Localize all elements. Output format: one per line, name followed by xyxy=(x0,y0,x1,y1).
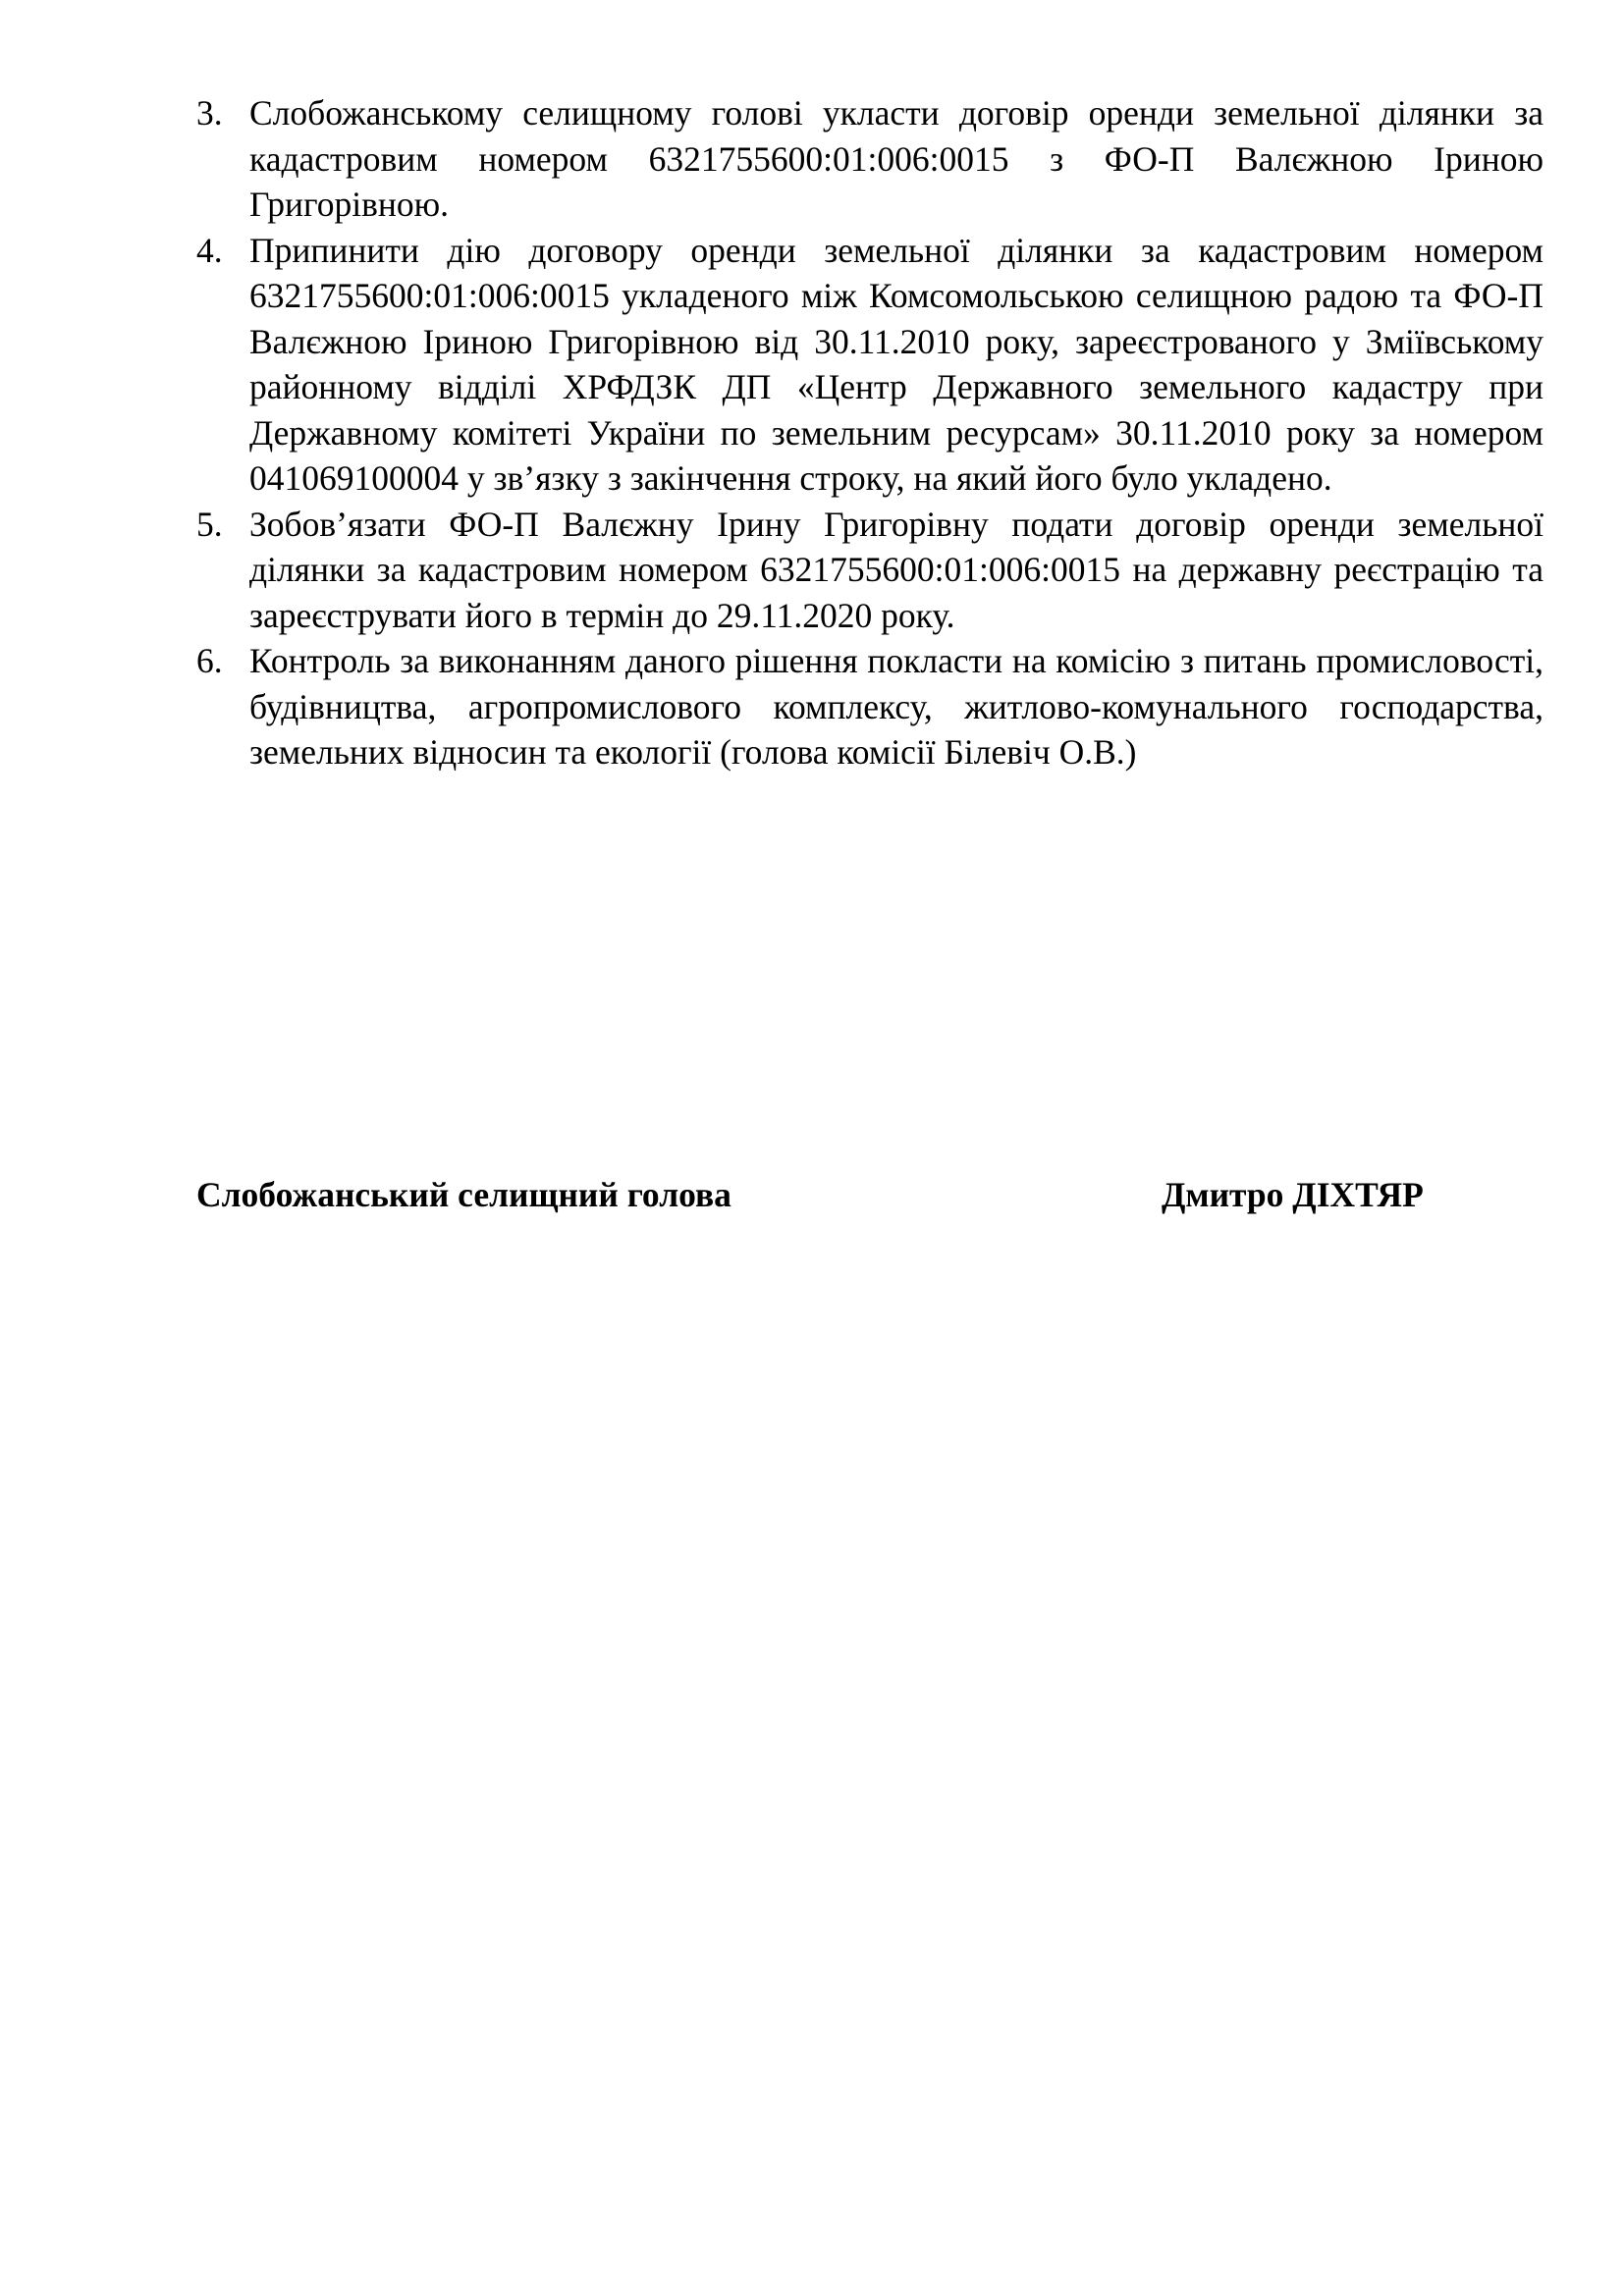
decision-item-3 xyxy=(196,90,1543,228)
item-number: 4. xyxy=(196,230,223,270)
decision-item-6 xyxy=(196,638,1543,775)
item-number: 3. xyxy=(196,93,223,133)
signer-title: Слобожанський селищний голова xyxy=(196,1175,731,1214)
decision-item-4 xyxy=(196,228,1543,502)
decision-list xyxy=(196,90,1543,775)
item-text: Зобов’язати ФО-П Валєжну Ірину Григорівну подати договір оренди земельної ділянки за кадастровим номером 6321755600:01:006:0015 на державну реєстрацію та зареєструвати його в термін до 29.11.2020 року. xyxy=(249,504,1543,635)
item-number: 5. xyxy=(196,504,223,544)
decision-item-5 xyxy=(196,502,1543,639)
signature-block xyxy=(196,1172,1543,1221)
item-text: Припинити дію договору оренди земельної ділянки за кадастровим номером 6321755600:01:006:0015 укладеного між Комсомольською селищною радою та ФО-П Валєжною Іриною Григорівною від 30.11.2010 року, зареєстрованого у Зміївському районному відділі ХРФДЗК ДП «Центр Державного земельного кадастру при Державному комітеті України по земельним ресурсам» 30.11.2010 року за номером 041069100004 у зв’язку з закінчення строку, на який його було укладено. xyxy=(249,230,1543,498)
item-number: 6. xyxy=(196,641,223,680)
item-text: Слобожанському селищному голові укласти договір оренди земельної ділянки за кадастровим номером 6321755600:01:006:0015 з ФО-П Валєжною Іриною Григорівною. xyxy=(249,93,1543,224)
item-text: Контроль за виконанням даного рішення покласти на комісію з питань промисловості, будівництва, агропромислового комплексу, житлово-комунального господарства, земельних відносин та екології (голова комісії Білевіч О.В.) xyxy=(249,641,1543,772)
signer-name: Дмитро ДІХТЯР xyxy=(1162,1175,1424,1214)
